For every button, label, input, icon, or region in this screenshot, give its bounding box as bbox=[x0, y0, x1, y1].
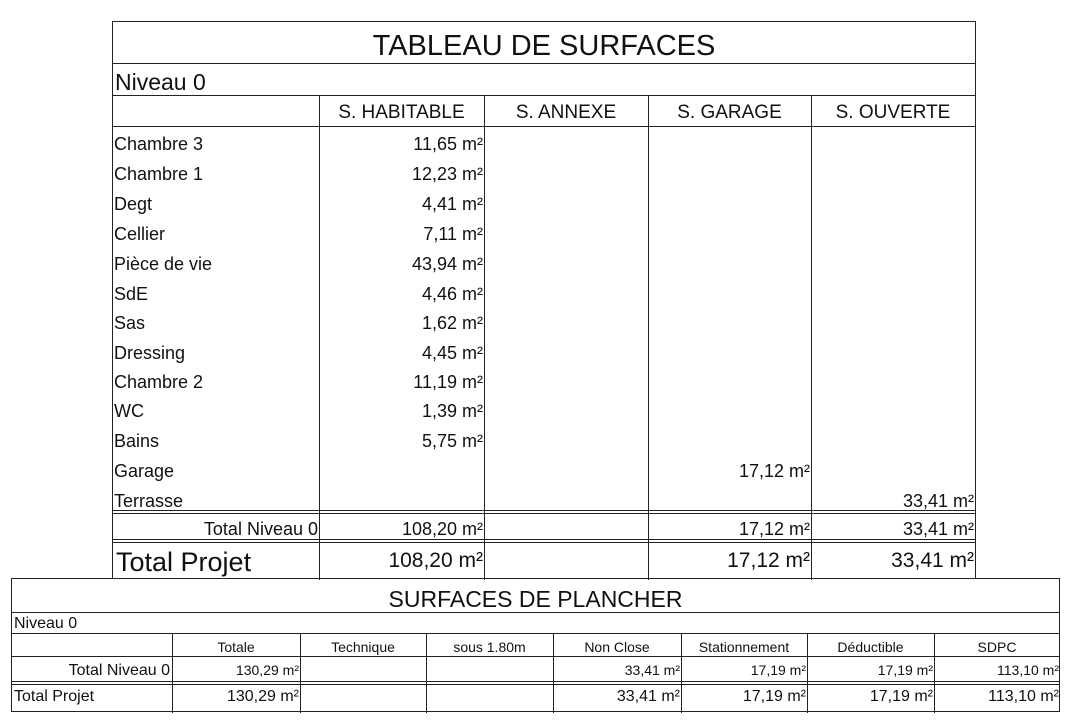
plancher-table-title: SURFACES DE PLANCHER bbox=[12, 579, 1059, 613]
project-rule bbox=[113, 539, 975, 540]
habitable-value: 12,23 m² bbox=[411, 164, 483, 184]
column-header-annexe: S. ANNEXE bbox=[515, 102, 617, 123]
row-label-terrasse: Terrasse bbox=[114, 491, 184, 511]
row-label-garage: Garage bbox=[114, 461, 175, 481]
total-project-ouverte: 33,41 m² bbox=[891, 549, 974, 572]
habitable-value: 1,39 m² bbox=[421, 401, 483, 421]
ouverte-value: 33,41 m² bbox=[902, 491, 974, 511]
plancher-project-value: 33,41 m² bbox=[616, 688, 680, 705]
total-level-garage: 17,12 m² bbox=[738, 519, 810, 539]
habitable-value: 11,65 m² bbox=[413, 134, 483, 154]
plancher-header-sous-180: sous 1.80m bbox=[453, 639, 526, 655]
row-label-chambre-3: Chambre 3 bbox=[114, 134, 204, 154]
plancher-header-totale: Totale bbox=[217, 639, 255, 655]
row-label-chambre-1: Chambre 1 bbox=[114, 164, 204, 184]
total-rule bbox=[113, 510, 975, 511]
plancher-total-project-label: Total Projet bbox=[14, 688, 95, 705]
habitable-value: 4,41 m² bbox=[421, 194, 483, 214]
header-rule bbox=[113, 126, 975, 127]
surfaces-table-title: TABLEAU DE SURFACES bbox=[113, 22, 975, 64]
total-level-label: Total Niveau 0 bbox=[203, 519, 318, 539]
plancher-project-value: 17,19 m² bbox=[869, 688, 933, 705]
row-label-dressing: Dressing bbox=[114, 343, 186, 363]
row-label-wc: WC bbox=[114, 401, 144, 421]
plancher-project-value: 113,10 m² bbox=[988, 688, 1059, 705]
surfaces-level-label: Niveau 0 bbox=[113, 64, 975, 96]
column-divider bbox=[484, 96, 485, 580]
plancher-level-label: Niveau 0 bbox=[12, 613, 1059, 634]
total-project-habitable: 108,20 m² bbox=[388, 549, 483, 572]
column-header-garage: S. GARAGE bbox=[677, 102, 782, 123]
column-header-ouverte: S. OUVERTE bbox=[835, 102, 951, 123]
plancher-value: 33,41 m² bbox=[624, 662, 680, 678]
garage-value: 17,12 m² bbox=[738, 461, 810, 481]
column-header-habitable: S. HABITABLE bbox=[338, 102, 465, 123]
plancher-header-non-close: Non Close bbox=[584, 639, 650, 655]
total-project-label: Total Projet bbox=[116, 547, 252, 577]
total-level-ouverte: 33,41 m² bbox=[902, 519, 974, 539]
row-label-chambre-2: Chambre 2 bbox=[114, 372, 204, 392]
plancher-header-deductible: Déductible bbox=[837, 639, 904, 655]
habitable-value: 4,45 m² bbox=[421, 343, 483, 363]
row-rule bbox=[12, 684, 1059, 685]
plancher-value: 17,19 m² bbox=[750, 662, 806, 678]
plancher-value: 130,29 m² bbox=[235, 662, 299, 678]
row-label-piece-de-vie: Pièce de vie bbox=[114, 254, 213, 274]
habitable-value: 7,11 m² bbox=[423, 224, 483, 244]
plancher-project-value: 17,19 m² bbox=[742, 688, 806, 705]
project-rule bbox=[113, 542, 975, 543]
row-label-sas: Sas bbox=[114, 313, 146, 333]
total-rule bbox=[113, 513, 975, 514]
plancher-total-level-label: Total Niveau 0 bbox=[68, 662, 170, 679]
total-level-habitable: 108,20 m² bbox=[401, 519, 483, 539]
row-label-degt: Degt bbox=[114, 194, 153, 214]
plancher-table bbox=[11, 578, 1060, 712]
habitable-value: 4,46 m² bbox=[421, 284, 483, 304]
habitable-value: 11,19 m² bbox=[413, 372, 483, 392]
row-label-sde: SdE bbox=[114, 284, 149, 304]
plancher-value: 113,10 m² bbox=[997, 662, 1059, 678]
column-divider bbox=[648, 96, 649, 580]
row-rule bbox=[12, 681, 1059, 682]
surfaces-table bbox=[112, 21, 976, 579]
total-project-garage: 17,12 m² bbox=[727, 549, 810, 572]
row-label-cellier: Cellier bbox=[114, 224, 166, 244]
plancher-project-value: 130,29 m² bbox=[226, 688, 299, 705]
habitable-value: 43,94 m² bbox=[411, 254, 483, 274]
habitable-value: 1,62 m² bbox=[421, 313, 483, 333]
plancher-header-technique: Technique bbox=[331, 639, 395, 655]
row-label-bains: Bains bbox=[114, 431, 160, 451]
plancher-value: 17,19 m² bbox=[877, 662, 933, 678]
habitable-value: 5,75 m² bbox=[421, 431, 483, 451]
plancher-header-stationnement: Stationnement bbox=[698, 639, 790, 655]
row-rule bbox=[12, 656, 1059, 657]
plancher-header-sdpc: SDPC bbox=[977, 639, 1017, 655]
